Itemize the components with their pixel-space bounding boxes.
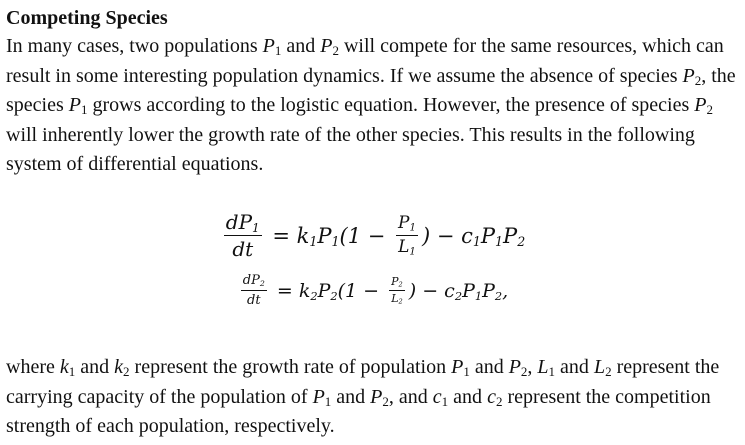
carrying-fraction	[396, 214, 418, 257]
intro-paragraph	[6, 32, 741, 180]
document-body	[6, 5, 741, 180]
carrying-denominator: $L_2$	[391, 292, 403, 306]
equation-rhs-left: = $k_2P_2(1$ −	[270, 279, 386, 303]
equation-rhs-right: ) − $c_1P_1P_2$	[421, 223, 526, 249]
fraction-bar	[241, 290, 267, 291]
var-P: P	[68, 94, 81, 116]
var-P: P	[682, 64, 695, 87]
var-c: c	[487, 385, 496, 408]
fraction-bar	[224, 235, 262, 236]
equation-2	[0, 273, 745, 308]
derivative-fraction	[241, 273, 267, 308]
intro-text: In many cases, two populations	[6, 35, 263, 57]
intro-text: will compete for the same resources, which can result in some interesting population dynamics. If we assume the absence of species	[6, 35, 724, 87]
carrying-numerator: $P_2$	[391, 275, 403, 289]
intro-text: , the species	[6, 64, 736, 116]
var-L: L	[537, 356, 549, 378]
subscript: 1	[80, 102, 88, 117]
fraction-bar	[396, 235, 418, 236]
equation-rhs-right: ) − $c_2P_1P_2$,	[408, 279, 509, 303]
subscript: 2	[706, 102, 713, 117]
var-P: P	[312, 385, 325, 408]
derivative-denominator: dt	[247, 293, 261, 308]
equation-1	[0, 211, 745, 260]
equation-rhs-left: = $k_1P_1(1$ −	[265, 223, 393, 249]
intro-text: and	[281, 35, 321, 57]
carrying-numerator: $P_1$	[398, 213, 416, 234]
subscript: 1	[274, 43, 282, 58]
var-k: k	[59, 356, 69, 378]
derivative-numerator: $dP_1$	[225, 210, 260, 235]
intro-text: will inherently lower the growth rate of the other species. This results in the following system of differential equations.	[6, 123, 695, 175]
var-P: P	[370, 385, 383, 408]
fraction-bar	[389, 290, 405, 291]
var-c: c	[432, 385, 442, 408]
carrying-denominator: $L_1$	[398, 237, 416, 258]
var-P: P	[508, 356, 521, 378]
derivative-fraction	[224, 211, 262, 260]
var-k: k	[114, 356, 124, 378]
var-P: P	[694, 94, 707, 116]
derivative-numerator: $dP_2$	[242, 273, 265, 288]
intro-text: grows according to the logistic equation. However, the presence of species	[87, 94, 695, 116]
carrying-fraction	[389, 276, 405, 305]
derivative-denominator: dt	[232, 237, 254, 261]
var-P: P	[451, 356, 464, 378]
section-title: Competing Species	[6, 7, 168, 29]
var-L: L	[593, 356, 606, 378]
subscript: 2	[332, 43, 339, 58]
var-P: P	[320, 35, 333, 57]
closing-paragraph: where $k_1$ and $k_2$ represent the growth rate of population $P_1$ and $P_2$, $L_1$ and $L_2$ represent the carrying capacity of the population of $P_1$ and $P_2$, and $c_1$ and $c_2$ represent the competition strength of each population, respectively.	[6, 356, 720, 437]
var-P: P	[262, 35, 275, 57]
closing-block	[6, 353, 741, 442]
subscript: 2	[694, 72, 702, 88]
